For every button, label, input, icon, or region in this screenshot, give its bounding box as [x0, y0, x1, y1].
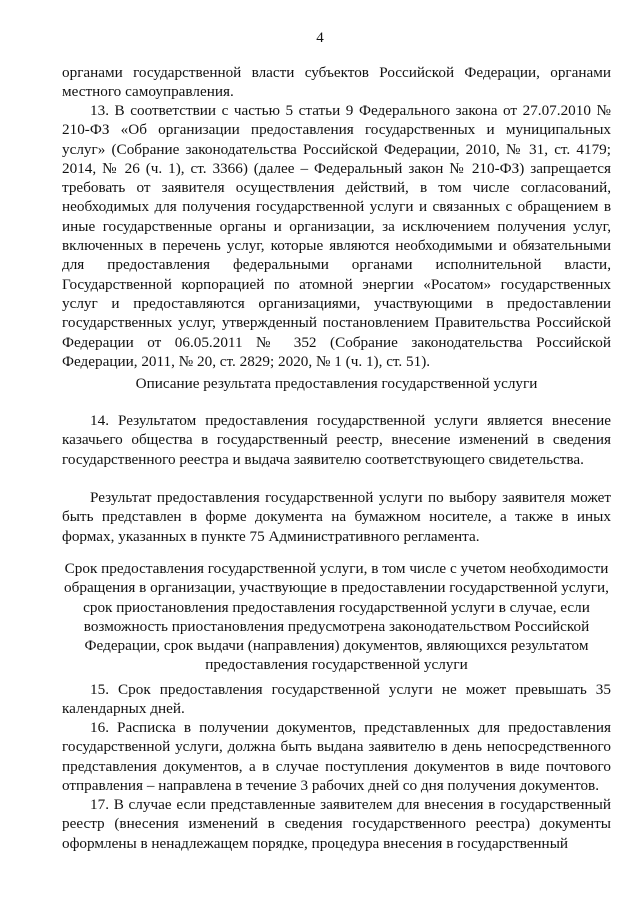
section-heading-result: Описание результата предоставления государственной услуги	[135, 375, 538, 392]
paragraph-16: 16. Расписка в получении документов, представленных для предоставления государственной услуги, должна быть выдана заявителю в день непосредственного представления документов, а в случае поступления документов в виде почтового отправления – направлена в течение 3 рабочих дней со дня получения документов.	[62, 719, 611, 794]
paragraph-17: 17. В случае если представленные заявителем для внесения в государственный реестр (внесения изменений в сведения государственного реестра) документы оформлены в ненадлежащем порядке, процедура внесения в государственный	[62, 796, 611, 852]
paragraph-continuation: органами государственной власти субъектов Российской Федерации, органами местного самоуправления.	[62, 64, 611, 101]
paragraph-13: 13. В соответствии с частью 5 статьи 9 Федерального закона от 27.07.2010 № 210-ФЗ «Об организации предоставления государственных и муниципальных услуг» (Собрание законодательства Российской Федерации, 2010, № 31, ст. 4179; 2014, № 26 (ч. 1), ст. 3366) (далее – Федеральный закон № 210-ФЗ) запрещается требовать от заявителя осуществления действий, в том числе согласований, необходимых для получения государственной услуги и связанных с обращением в иные государственные органы и организации, за исключением получения услуг, включенных в перечень услуг, которые являются необходимыми и обязательными для предоставления федеральными органами исполнительной власти, Государственной корпорацией по атомной энергии «Росатом» государственных услуг и предоставляются организациями, участвующими в предоставлении государственных услуг, утвержденный постановлением Правительства Российской Федерации от 06.05.2011 № 352 (Собрание законодательства Российской Федерации, 2011, № 20, ст. 2829; 2020, № 1 (ч. 1), ст. 51).	[62, 102, 611, 370]
page-number: 4	[316, 30, 324, 46]
section-heading-term: Срок предоставления государственной услуги, в том числе с учетом необходимости обращения в организации, участвующие в предоставлении государственной услуги, срок приостановления предоставления государственной услуги в случае, если возможность приостановления предусмотрена законодательством Российской Федерации, срок выдачи (направления) документов, являющихся результатом предоставления государственной услуги	[64, 560, 609, 674]
paragraph-14-continued: Результат предоставления государственной услуги по выбору заявителя может быть представлен в форме документа на бумажном носителе, а также в иных формах, указанных в пункте 75 Административного регламента.	[62, 489, 611, 545]
paragraph-14: 14. Результатом предоставления государственной услуги является внесение казачьего общества в государственный реестр, внесение изменений в сведения государственного реестра и выдача заявителю соответствующего свидетельства.	[62, 412, 611, 468]
paragraph-15: 15. Срок предоставления государственной услуги не может превышать 35 календарных дней.	[62, 681, 611, 718]
